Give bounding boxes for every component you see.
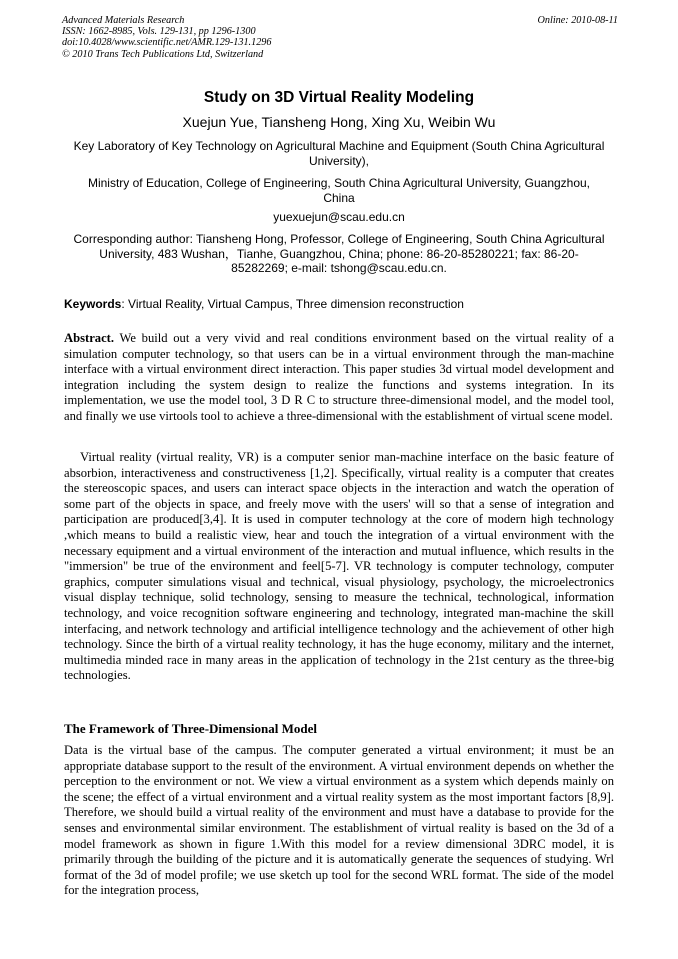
journal-name: Advanced Materials Research: [62, 15, 185, 26]
doi-line: doi:10.4028/www.scientific.net/AMR.129-131.1296: [62, 37, 272, 49]
affiliation-ministry: Ministry of Education, College of Engineering, South China Agricultural University, Guangzhou, China: [87, 176, 591, 205]
abstract-text: We build out a very vivid and real conditions environment based on the virtual reality of a simulation computer technology, so that users can be in a virtual environment through the man-machine interface with a virtual environment direct interaction. This paper studies 3d virtual model development and integration including the system design to realize the functions and systems integration. In its implementation, we use the model tool, 3 D R C to structure three-dimensional model, and the model tool, and finally we use virtools tool to achieve a three-dimensional with the establishment of virtual scene model.: [64, 331, 614, 423]
copyright-line: © 2010 Trans Tech Publications Ltd, Switzerland: [62, 48, 264, 60]
author-email: yuexuejun@scau.edu.cn: [273, 210, 405, 224]
paper-title: Study on 3D Virtual Reality Modeling: [203, 89, 475, 106]
keywords-label: Keywords: [64, 297, 122, 311]
online-date: Online: 2010-08-11: [537, 15, 618, 26]
issn-line: ISSN: 1662-8985, Vols. 129-131, pp 1296-1300: [62, 26, 256, 38]
keywords-text: : Virtual Reality, Virtual Campus, Three dimension reconstruction: [121, 297, 464, 311]
corresponding-author: Corresponding author: Tiansheng Hong, Professor, College of Engineering, South China Agricultural University, 483 Wushan，Tianhe, Guangzhou, China; phone: 86-20-85280221; fax: 86-20-85282269; e-mail: tshong@scau.edu.cn.: [73, 232, 605, 275]
abstract-label: Abstract.: [64, 331, 115, 345]
keywords-line: [64, 297, 616, 311]
journal-header: [62, 15, 618, 60]
section-paragraph: Data is the virtual base of the campus. The computer generated a virtual environment; it must be an appropriate database support to the result of the environment. A virtual environment depends on whether the perception to the environment or not. We view a virtual environment as a system which depends mainly on the scene; the effect of a virtual environment and a virtual reality system as the most important factors [8,9]. Therefore, we should build a virtual reality of the environment and must have a database to provide for the senses and environmental similar environment. The establishment of virtual reality is based on the 3d of a model framework as shown in figure 1.With this model for a review dimensional 3DRC model, it is primarily through the building of the picture and it is automatically generate the sequences of studying. Wrl format of the 3d of model profile; we use sketch up tool for the second WRL format. The side of the model for the integration process,: [64, 743, 614, 898]
intro-paragraph: Virtual reality (virtual reality, VR) is a computer senior man-machine interface on the basic feature of absorbion, interactiveness and constructiveness [1,2]. Specifically, virtual reality is a computer that creates the stereoscopic spaces, and users can interact space objects in the interaction and watch the operation of some part of the objects in space, and freely move with the users' will so that a sense of integration and participation are produced[3,4]. It is used in computer technology at the core of modern high technology ,which means to build a realistic view, hear and touch the integration of a virtual environment with the necessary equipment and a virtual environment of the interaction and mutual influence, which results in the "immersion" be true of the environment and feel[5-7]. VR technology is computer technology, computer graphics, computer simulations visual and technical, visual physiology, psychology, the microelectronics visual display technique, solid technology, sensing to measure the technical, technological, information technology, and voice recognition software engineering and technology, integrated man-machine the skill interfacing, and network technology and artificial intelligence technology and the achievement of other high technology. Since the birth of a virtual reality technology, it has the huge economy, military and the internet, multimedia minded race in many areas in the application of technology in the 21st century as the three-big technologies.: [64, 450, 614, 683]
author-list: Xuejun Yue, Tiansheng Hong, Xing Xu, Weibin Wu: [182, 114, 496, 130]
section-heading: The Framework of Three-Dimensional Model: [64, 721, 317, 736]
affiliation-lab: Key Laboratory of Key Technology on Agricultural Machine and Equipment (South China Agricultural University),: [73, 139, 605, 168]
abstract-paragraph: [64, 331, 614, 425]
